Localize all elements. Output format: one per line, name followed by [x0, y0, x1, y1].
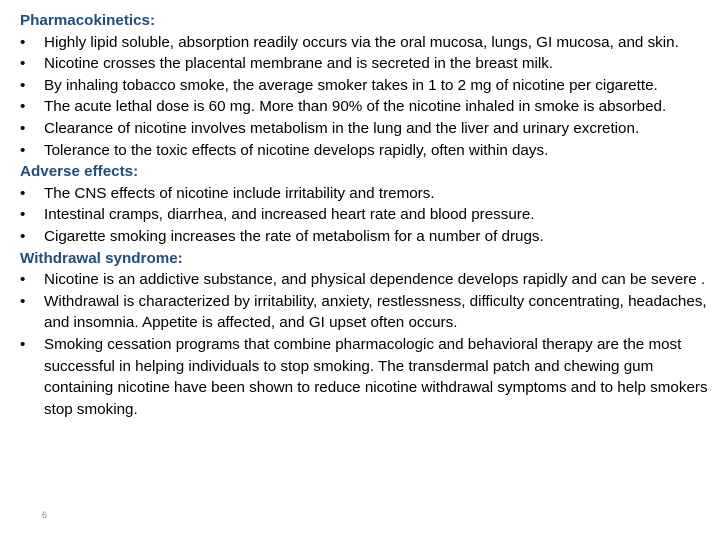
list-item-text: Nicotine crosses the placental membrane and is secreted in the breast milk.: [44, 55, 554, 73]
list-item-text: By inhaling tobacco smoke, the average smoker takes in 1 to 2 mg of nicotine per cigarette.: [44, 76, 658, 94]
list-item: [20, 226, 710, 248]
list-item: [20, 118, 710, 140]
list-item-text: Tolerance to the toxic effects of nicotine develops rapidly, often within days.: [44, 141, 549, 159]
list-item: [20, 183, 710, 205]
bullet-marker: •: [20, 271, 26, 289]
list-item-text: Highly lipid soluble, absorption readily occurs via the oral mucosa, lungs, GI mucosa, and skin.: [44, 33, 679, 51]
list-item: [20, 96, 710, 118]
bullet-marker: •: [20, 292, 26, 310]
bullet-marker: •: [20, 119, 26, 137]
list-item-text: Cigarette smoking increases the rate of metabolism for a number of drugs.: [44, 227, 544, 245]
bullet-marker: •: [20, 227, 26, 245]
bullet-marker: •: [20, 55, 26, 73]
list-item-text: Withdrawal is characterized by irritability, anxiety, restlessness, difficulty concentrating, headaches, and insomnia. Appetite is affected, and GI upset often occurs.: [44, 292, 707, 332]
slide-body: [20, 10, 710, 420]
list-item-text: Smoking cessation programs that combine pharmacologic and behavioral therapy are the most successful in helping individuals to stop smoking. The transdermal patch and chewing gum containing nicotine have been shown to reduce nicotine withdrawal symptoms and to help smokers stop smoking.: [44, 335, 708, 418]
bullet-marker: •: [20, 33, 26, 51]
list-item: [20, 291, 710, 334]
bullet-marker: •: [20, 76, 26, 94]
list-item-text: Nicotine is an addictive substance, and physical dependence develops rapidly and can be severe .: [44, 271, 706, 289]
list-item: [20, 32, 710, 54]
section-heading: Pharmacokinetics:: [20, 12, 156, 29]
bullet-marker: •: [20, 98, 26, 116]
section-heading: Adverse effects:: [20, 163, 139, 181]
list-item: [20, 334, 710, 420]
list-item: [20, 53, 710, 75]
list-item: [20, 204, 710, 226]
bullet-marker: •: [20, 184, 26, 202]
list-item: [20, 269, 710, 291]
bullet-marker: •: [20, 141, 26, 159]
list-item-text: The acute lethal dose is 60 mg. More than 90% of the nicotine inhaled in smoke is absorbed.: [44, 98, 667, 116]
list-item-text: Intestinal cramps, diarrhea, and increased heart rate and blood pressure.: [44, 206, 535, 224]
list-item: [20, 75, 710, 97]
bullet-marker: •: [20, 335, 26, 353]
list-item-text: The CNS effects of nicotine include irritability and tremors.: [44, 184, 435, 202]
bullet-marker: •: [20, 206, 26, 224]
list-item-text: Clearance of nicotine involves metabolism in the lung and the liver and urinary excretion.: [44, 119, 640, 137]
section-heading: Withdrawal syndrome:: [20, 249, 183, 267]
page-number: 6: [42, 510, 48, 520]
list-item: [20, 140, 710, 162]
